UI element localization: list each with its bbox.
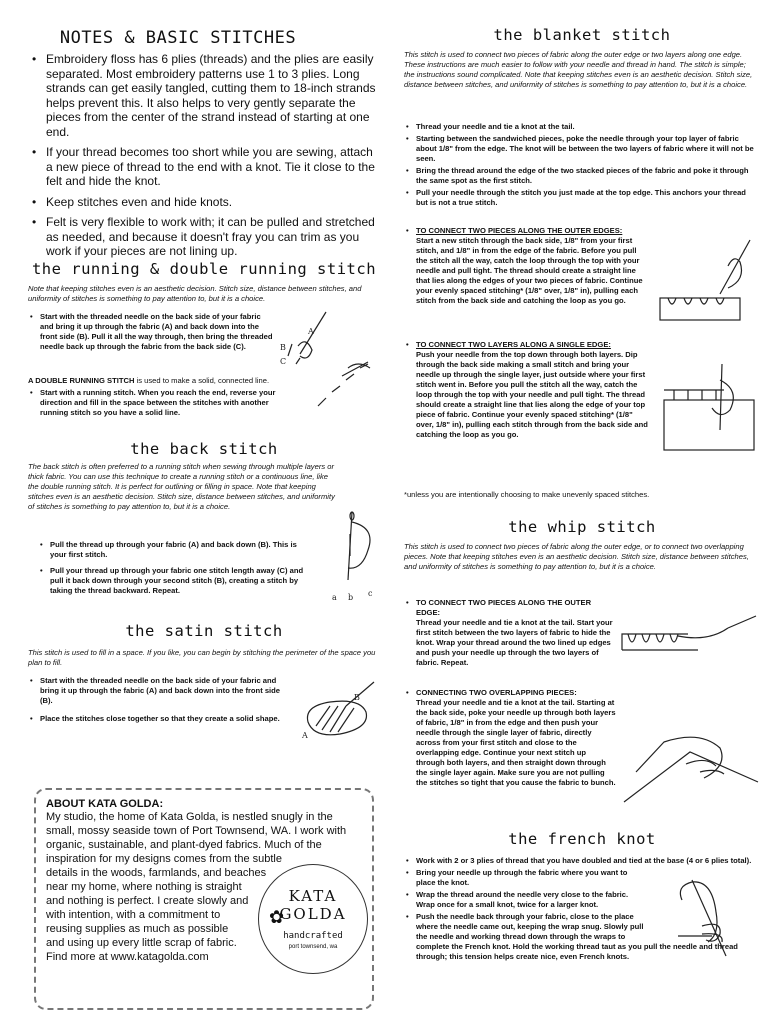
french-item: • Work with 2 or 3 plies of thread that you have doubled and tied at the base (4 or 6 plies total).: [404, 856, 756, 866]
label-b: B: [354, 693, 360, 702]
about-box: [34, 788, 374, 1010]
blanket-item: • Pull your needle through the stitch you just made at the top edge. This anchors your thread but is not a true stitch.: [404, 188, 756, 208]
french-item: • Bring your needle up through the fabric where you want to place the knot.: [404, 868, 636, 888]
whip-overlap-illustration: [620, 712, 760, 808]
whip-sub2-title: CONNECTING TWO OVERLAPPING PIECES:: [416, 688, 577, 697]
notes-item: • Felt is very flexible to work with; it can be pulled and stretched as needed, and because it doesn't fray you can trim as you work if your pieces are not lining up.: [28, 215, 380, 259]
logo-line-3: handcrafted: [283, 931, 343, 941]
whip-intro: This stitch is used to connect two pieces of fabric along the outer edge, or to connect two overlapping pieces. Note that keeping stitches even is an aesthetic decision. Stitch size, distance between stitches, and uniformity of stitches is something to pay attention to, but it is a choice.: [404, 542, 749, 571]
french-title: the french knot: [508, 830, 656, 848]
whip-outer-illustration: [618, 612, 760, 666]
double-running-note: [28, 376, 318, 386]
blanket-single-illustration: [660, 360, 760, 470]
whip-sub1-title: TO CONNECT TWO PIECES ALONG THE OUTER EDGE:: [416, 598, 592, 617]
logo-line-1: KATA: [288, 887, 338, 905]
needle-shape: [692, 880, 726, 956]
needle-shape: [728, 616, 756, 628]
needle-shape: [720, 240, 750, 294]
blanket-sub-outer: • TO CONNECT TWO PIECES ALONG THE OUTER EDGES: Start a new stitch through the back side, 1/8" from your first stitch, and 1/8" in from the edge of the fabric. Before you pull the stitch all the way, catch the loop through the top with your needle and pull tight. The thread should create a straight line that lies along the edges of your two pieces of fabric. Continue your evenly spaced stitching* (1/8" over, 1/8" in), pulling each stitch from the back side and catching the loop as you go.: [404, 226, 648, 306]
french-knot-illustration: [672, 876, 758, 966]
blanket-title: the blanket stitch: [493, 26, 671, 44]
label-a: A: [302, 731, 308, 740]
satin-title: the satin stitch: [125, 622, 283, 640]
about-heading: ABOUT KATA GOLDA:: [46, 798, 164, 810]
about-body: My studio, the home of Kata Golda, is nestled snugly in the small, mossy seaside town of Port Townsend, WA. I work with organic, sustainable, and plant-dyed fabrics. Much of the inspiration for my designs comes from the subtle details in the woods, farmlands, and beaches near my home, where nothing is straight and nothing is perfect. I create slowly and with intention, with a commitment to reusing supplies as much as possible and using up every little scrap of fabric. Find more at www.katagolda.com: [46, 811, 347, 963]
running-stitch-illustration: [278, 306, 378, 436]
blanket-sub2-title: TO CONNECT TWO LAYERS ALONG A SINGLE EDGE:: [416, 340, 611, 349]
blanket-sub2-text: Push your needle from the top down through both layers. Dip through the back side making a small stitch and bring your needle up through the single layer, just outside where your first stitch went in. Before you pull the stitch all the way, catch the loop through the top with your needle and pull tight. The thread should create a straight line that lies along the edge of your top piece of fabric. Continue your evenly spaced stitching* (1/8" over, 1/8" in), pulling each stitch through from the back side and catching the loop as you go.: [416, 350, 648, 439]
blanket-intro: This stitch is used to connect two pieces of fabric along the outer edge or two layers along one edge. These instructions are much easier to follow with your needle and thread in hand. The stitch is simple; the instructions sound complicated. Note that keeping stitches even is an aesthetic decision. Stitch size, distance between stitches, and uniformity of stitches is something to pay attention to, but it is a choice.: [404, 50, 753, 89]
running-title: the running & double running stitch: [31, 260, 377, 278]
back-intro: The back stitch is often preferred to a running stitch when sewing through multiple layers or thick fabric. You can use this technique to create a running stitch or a continuous line, like the double running stitch. It is perfect for outlining or filling in space. Note that keeping stitches even is an aesthetic decision. Stitch size, distance between stitches, and uniformity of stitches is something to pay attention to, but it is a choice.: [28, 462, 335, 511]
running-list: [28, 312, 274, 354]
label-b: B: [280, 343, 286, 352]
french-item: • Push the needle back through your fabric, close to the place where the needle came out, keeping the wrap snug. Slowly pull the needle and working thread down through the wraps to complete the French knot. Hold the working thread taut as you pull the needle and thread through; this tension helps create nice, even French knots.: [404, 912, 756, 962]
whip-title: the whip stitch: [508, 518, 656, 536]
kata-golda-logo: [258, 864, 368, 974]
label-b: b: [348, 593, 354, 602]
back-list: [38, 540, 310, 598]
satin-item: • Start with the threaded needle on the back side of your fabric and bring it up through the fabric (A) and back down into the front side (B).: [28, 676, 294, 706]
blanket-outer-illustration: [654, 236, 758, 332]
blanket-item: • Starting between the sandwiched pieces, poke the needle through your top layer of fabric about 1/8" from the edge. The knot will be between the two layers of fabric where it will not be seen.: [404, 134, 756, 164]
back-item: • Pull the thread up through your fabric (A) and back down (B). This is your first stitch.: [38, 540, 310, 560]
notes-title: NOTES & BASIC STITCHES: [59, 28, 297, 48]
double-running-text: is used to make a solid, connected line.: [134, 376, 270, 385]
whip-sub-outer: • TO CONNECT TWO PIECES ALONG THE OUTER EDGE: Thread your needle and tie a knot at the tail. Start your first stitch between the two layers of fabric to hide the knot. Wrap your thread around the two lined up edges and push your needle up through the two layers of fabric. Repeat.: [406, 598, 613, 667]
running-item: • Start with a running stitch. When you reach the end, reverse your direction and fill in the space between the stitches with another running stitch so you have a solid line.: [28, 388, 298, 418]
back-stitch-illustration: [318, 510, 380, 610]
blanket-sub-single: • TO CONNECT TWO LAYERS ALONG A SINGLE EDGE: Push your needle from the top down through both layers. Dip through the back side making a small stitch and bring your needle up through the single layer, just outside where your first stitch went in. Before you pull the stitch all the way, catch the loop through the top with your needle and pull tight. The thread should create a straight line that lies along the edge of your top piece of fabric. Continue your evenly spaced stitching* (1/8" over, 1/8" in), pulling each stitch through from the back side and catching the loop as you go.: [404, 340, 652, 440]
whip-sub2-text: Thread your needle and tie a knot at the tail. Starting at the back side, poke your needle up through both layers of fabric, 1/8" in from the edge and then push your needle through the single layer of fabric, directly across from your first stitch and close to the overlapping edge. Continue your next stitch up through both layers, and then straight down through the single layer again. Make sure you are not pulling the stitches so tight that you cause the fabric to bunch.: [416, 698, 616, 787]
back-item: • Pull your thread up through your fabric one stitch length away (C) and pull it back down through your second stitch (B), creating a stitch by taking the thread backward. Repeat.: [38, 566, 310, 596]
notes-item: • Embroidery floss has 6 plies (threads) and the plies are easily separated. Most embroidery patterns use 1 to 3 plies. Long strands can get easily tangled, cutting them to 18-inch strands helps prevent this. It also helps to very gently separate the pieces from the center of the strand instead of starting at one end.: [28, 52, 380, 139]
logo-line-2: GOLDA: [279, 905, 347, 923]
satin-intro: This stitch is used to fill in a space. If you like, you can begin by stitching the perimeter of the space you plan to fill.: [28, 648, 376, 667]
blanket-item: • Bring the thread around the edge of the two stacked pieces of the fabric and poke it through the same spot as the first stitch.: [404, 166, 756, 186]
satin-list: [28, 676, 294, 726]
running-intro: Note that keeping stitches even is an aesthetic decision. Stitch size, distance between stitches, and uniformity of stitches is something to pay attention to, but it is a choice.: [28, 284, 362, 303]
satin-item: • Place the stitches close together so that they create a solid shape.: [28, 714, 294, 724]
flower-icon: ✿: [269, 907, 285, 927]
running-list-2: [28, 388, 298, 420]
blanket-item: • Thread your needle and tie a knot at the tail.: [404, 122, 756, 132]
blanket-sub1-text: Start a new stitch through the back side, 1/8" from your first stitch, and 1/8" in from the edge of the fabric. Before you pull the stitch all the way, catch the loop through the top with your needle and pull tight. The thread should create a straight line that lies along the edges of your two pieces of fabric. Continue your evenly spaced stitching* (1/8" over, 1/8" in), pulling each stitch from the back side and catching the loop as you go.: [416, 236, 643, 305]
french-item: • Wrap the thread around the needle very close to the fabric. Wrap once for a small knot, twice for a larger knot.: [404, 890, 636, 910]
label-c: c: [368, 589, 373, 598]
label-a: a: [332, 593, 337, 602]
blanket-sub1-title: TO CONNECT TWO PIECES ALONG THE OUTER EDGES:: [416, 226, 623, 235]
label-c: C: [280, 357, 287, 366]
notes-item: • Keep stitches even and hide knots.: [28, 195, 380, 210]
whip-sub1-text: Thread your needle and tie a knot at the tail. Start your first stitch between the two layers of fabric to hide the knot. Wrap your thread around the two lined up edges and push your needle up through the two layers of fabric. Repeat.: [416, 618, 613, 667]
whip-sub-overlap: • CONNECTING TWO OVERLAPPING PIECES: Thread your needle and tie a knot at the tail. Starting at the back side, poke your needle up through both layers of fabric, 1/8" in from the edge and then push your needle through the single layer of fabric, directly across from your first stitch and close to the overlapping edge. Continue your next stitch up through both layers, and then straight down through the single layer again. Make sure you are not pulling the stitches so tight that you cause the fabric to bunch.: [406, 688, 616, 787]
notes-item: • If your thread becomes too short while you are sewing, attach a new piece of thread to the end with a knot. Tie it close to the felt and hide the knot.: [28, 145, 380, 189]
label-a: A: [308, 327, 314, 336]
logo-line-4: port townsend, wa: [288, 944, 338, 950]
blanket-list: [404, 122, 756, 210]
blanket-footnote: *unless you are intentionally choosing to make unevenly spaced stitches.: [404, 490, 650, 499]
running-item: • Start with the threaded needle on the back side of your fabric and bring it up through the fabric (A) and back down into the front side (B). Pull it all the way through, then bring the threaded needle back up through the fabric from the back side (C).: [28, 312, 274, 352]
needle-shape: [346, 682, 374, 706]
notes-list: [28, 52, 380, 265]
needle-shape: [720, 364, 722, 430]
double-running-label: A DOUBLE RUNNING STITCH: [28, 376, 135, 385]
satin-stitch-illustration: [300, 676, 380, 748]
back-title: the back stitch: [130, 440, 278, 458]
